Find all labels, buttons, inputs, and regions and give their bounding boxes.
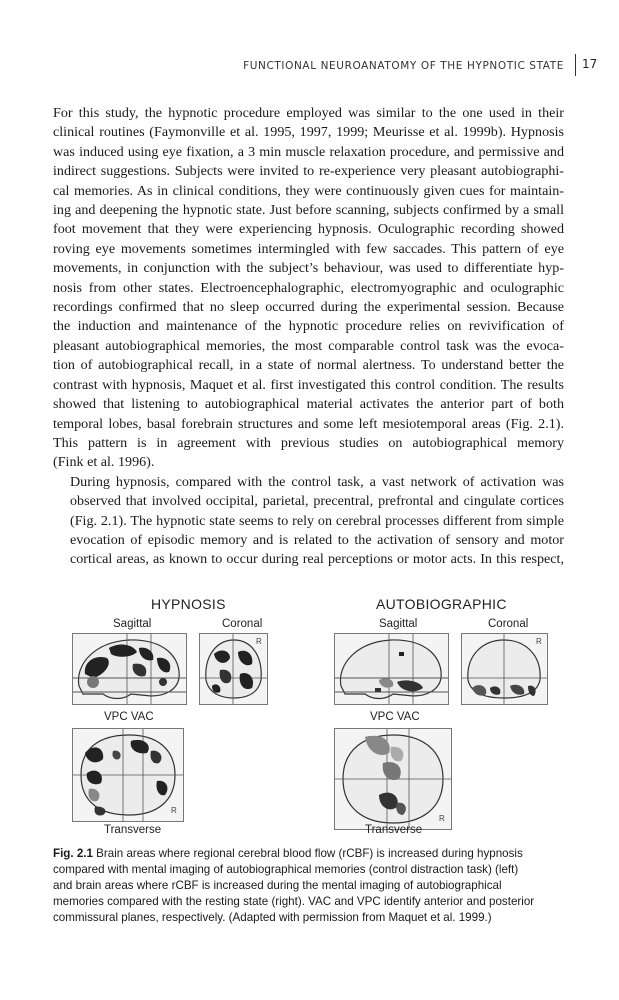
caption-line: and brain areas where rCBF is increased during the mental imaging of autobiographical [53,879,502,892]
coronal-label-left: Coronal [222,618,263,630]
caption-line: compared with mental imaging of autobiographical memories (control distraction task) (left) [53,863,519,876]
sagittal-label-left: Sagittal [113,618,152,630]
paragraph-1 [53,104,564,473]
autobiographic-coronal-scan [461,633,548,705]
text-line: nosis from other states. Electroencephalographic, electromyographic and oculographic [53,279,564,296]
page-number: 17 [582,57,598,71]
svg-text:R: R [536,637,542,646]
svg-text:R: R [256,637,262,646]
text-line: recordings confirmed that no sleep occurred during the experimental session. Because [53,299,564,316]
text-line: (Fig. 2.1). The hypnotic state seems to rely on cerebral processes different from simple [70,512,564,529]
text-line: movements, in conjunction with the subject’s behaviour, was used to differentiate hyp- [53,260,564,277]
hypnosis-title: HYPNOSIS [151,596,226,612]
sagittal-label-right: Sagittal [379,618,418,630]
caption-line: commissural planes, respectively. (Adapted with permission from Maquet et al. 1999.) [53,911,492,924]
autobiographic-transverse-scan [334,728,452,830]
vpc-vac-label-left: VPC VAC [104,711,154,723]
coronal-label-right: Coronal [488,618,529,630]
text-line: evocation of episodic memory and is related to the activation of sensory and motor [70,531,564,548]
text-line: cal memories. As in clinical conditions, they were continuously given cues for maintain- [53,182,564,199]
text-line: cortical areas, as known to occur during real perceptions or motor acts. In this respect, [70,551,564,568]
text-line: (Fink et al. 1996). [53,454,155,471]
hypnosis-sagittal-scan [72,633,187,705]
hypnosis-coronal-scan [199,633,268,705]
text-line: For this study, the hypnotic procedure employed was similar to the one used in their [53,105,564,121]
figure-caption [53,846,573,926]
text-line: This pattern is in agreement with previous studies on autobiographical memory [53,434,564,451]
paragraph-2 [53,473,564,570]
transverse-label-right: Transverse [365,824,423,836]
running-title: FUNCTIONAL NEUROANATOMY OF THE HYPNOTIC STATE [243,60,564,72]
svg-text:R: R [171,806,177,815]
autobiographic-title: AUTOBIOGRAPHIC [376,596,507,612]
text-line: pleasant autobiographical memories, the most comparable control task was the evoca- [53,337,564,354]
body-text [53,104,564,570]
running-head [0,54,576,76]
caption-text: Brain areas where regional cerebral blood flow (rCBF) is increased during hypnosis [92,847,523,860]
figure-2-1 [0,592,619,842]
caption-line [53,846,573,862]
vpc-vac-label-right: VPC VAC [370,711,420,723]
transverse-label-left: Transverse [104,824,162,836]
text-line: foot movement that they were experiencing hypnosis. Oculographic recording showed [53,221,564,238]
text-line: tion of autobiographical recall, in a state of normal alertness. To understand better the [53,357,564,374]
autobiographic-sagittal-scan [334,633,449,705]
text-line: temporal lobes, basal forebrain structures and some left mesiotemporal areas (Fig. 2.1). [53,415,564,432]
text-line: roving eye movements sometimes intermingled with few saccades. This pattern of eye [53,240,564,257]
text-line: observed that involved occipital, parietal, precentral, prefrontal and cingulate cortices [70,493,564,510]
text-line: was induced using eye fixation, a 3 min muscle relaxation procedure, and permissive and [53,143,564,160]
svg-text:R: R [439,814,445,823]
text-line: clinical routines (Faymonville et al. 1995, 1997, 1999; Meurisse et al. 1999b). Hypnosis [53,124,564,141]
header-divider [575,54,576,76]
text-line: During hypnosis, compared with the control task, a vast network of activation was [70,473,564,490]
text-line: the induction and maintenance of the hypnotic procedure relies on revivification of [53,318,564,335]
caption-line: memories compared with the resting state (right). VAC and VPC identify anterior and posterior [53,895,535,908]
text-line: showed that listening to autobiographical material activates the anterior part of both [53,396,564,413]
text-line: indirect suggestions. Subjects were invited to re-experience very pleasant autobiographi- [53,163,564,180]
text-line: contrast with hypnosis, Maquet et al. first investigated this control condition. The results [53,376,564,393]
figure-label: Fig. 2.1 [53,847,93,860]
hypnosis-transverse-scan [72,728,184,822]
text-line: ing and deepening the hypnotic state. Just before scanning, subjects confirmed by a small [53,202,564,219]
